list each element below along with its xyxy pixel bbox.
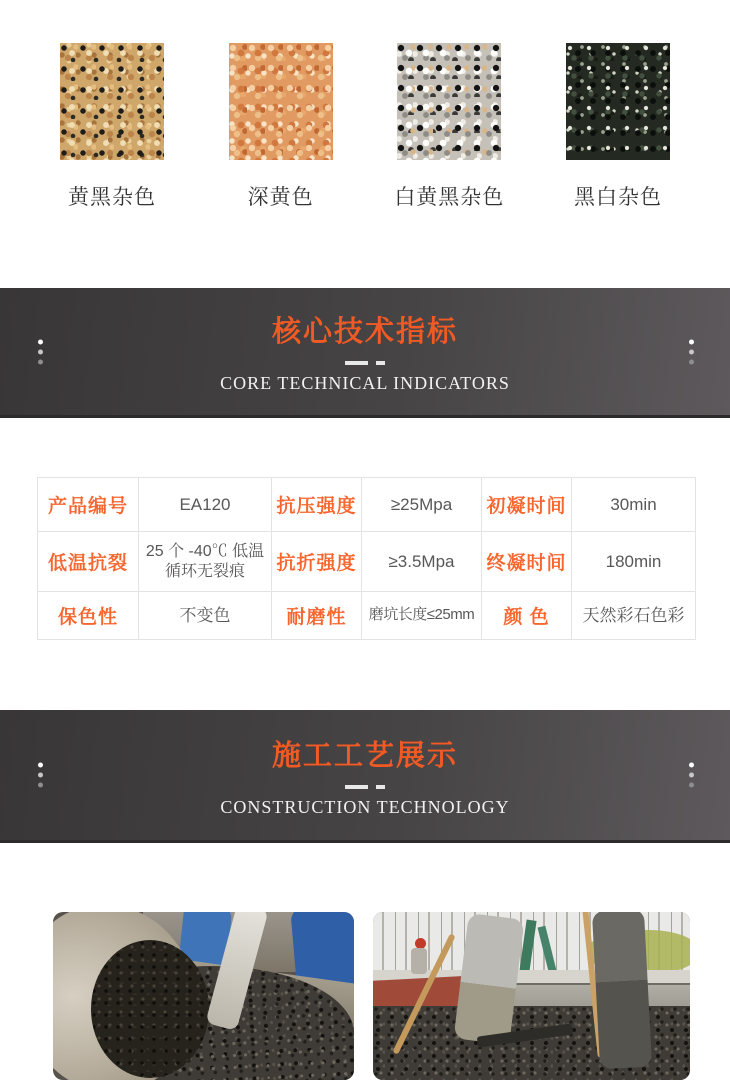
swatch-label: 深黄色 <box>247 186 314 209</box>
banner-content <box>0 288 730 415</box>
photo-worker-background <box>411 948 427 974</box>
swatch-image-black-white <box>566 43 670 160</box>
photo-worker-right <box>592 912 652 1069</box>
dot <box>38 773 43 778</box>
swatch-item-deep-yellow <box>225 43 337 211</box>
swatch-item-yellow-black <box>56 43 168 211</box>
spec-value-cell: 磨坑长度≤25mm <box>362 592 482 640</box>
section-header-core-indicators <box>0 288 730 418</box>
swatch-image-yellow-black <box>60 43 164 160</box>
dash-long <box>345 785 368 789</box>
section-subtitle: CORE TECHNICAL INDICATORS <box>220 373 510 393</box>
banner-content <box>0 710 730 840</box>
spec-value-cell: 30min <box>572 478 696 532</box>
dot <box>38 339 43 344</box>
dot <box>38 349 43 354</box>
spec-label-cell: 抗折强度 <box>272 532 362 592</box>
spec-label-cell: 终凝时间 <box>482 532 572 592</box>
technical-spec-table <box>37 477 696 640</box>
dash-short <box>376 361 385 365</box>
spec-value-cell: 25 个 -40℃ 低温循环无裂痕 <box>139 532 272 592</box>
section-header-construction-technology <box>0 710 730 843</box>
spec-value-cell: 不变色 <box>139 592 272 640</box>
construction-photo-pouring <box>53 912 354 1080</box>
swatch-label: 黄黑杂色 <box>68 186 156 209</box>
spec-label-cell: 抗压强度 <box>272 478 362 532</box>
dots-decoration-left <box>38 763 43 788</box>
section-title: 核心技术指标 <box>271 316 458 348</box>
color-swatch-row <box>0 43 730 211</box>
table-row <box>38 478 696 532</box>
dots-decoration-right <box>689 339 694 364</box>
section-title: 施工工艺展示 <box>271 739 458 772</box>
dash-divider <box>345 785 385 789</box>
photo-mixer-opening <box>91 940 209 1078</box>
spec-label-cell: 产品编号 <box>38 478 139 532</box>
spec-label-cell: 耐磨性 <box>272 592 362 640</box>
swatch-label: 白黄黑杂色 <box>394 186 505 209</box>
spec-value-cell: ≥3.5Mpa <box>362 532 482 592</box>
dot <box>38 783 43 788</box>
dash-long <box>345 361 368 365</box>
swatch-image-deep-yellow <box>229 43 333 160</box>
spec-value-cell: 天然彩石色彩 <box>572 592 696 640</box>
dot <box>689 763 694 768</box>
swatch-image-white-yellow-black <box>397 43 501 160</box>
dot <box>689 359 694 364</box>
spec-value-cell: ≥25Mpa <box>362 478 482 532</box>
table-row <box>38 592 696 640</box>
dot <box>38 359 43 364</box>
swatch-label: 黑白杂色 <box>573 186 662 209</box>
dot <box>689 783 694 788</box>
spec-label-cell: 颜 色 <box>482 592 572 640</box>
spec-label-cell: 初凝时间 <box>482 478 572 532</box>
dot <box>689 773 694 778</box>
dot <box>689 349 694 354</box>
section-subtitle: CONSTRUCTION TECHNOLOGY <box>220 796 510 817</box>
swatch-item-white-yellow-black <box>393 43 505 211</box>
dot <box>689 339 694 344</box>
dot <box>38 763 43 768</box>
spec-label-cell: 低温抗裂 <box>38 532 139 592</box>
dots-decoration-right <box>689 763 694 788</box>
construction-photo-row <box>53 912 690 1080</box>
dots-decoration-left <box>38 339 43 364</box>
spec-value-cell: 180min <box>572 532 696 592</box>
spec-label-cell: 保色性 <box>38 592 139 640</box>
dash-short <box>376 785 385 789</box>
dash-divider <box>345 361 385 365</box>
swatch-item-black-white <box>562 43 674 211</box>
construction-photo-spreading <box>373 912 690 1080</box>
spec-value-cell: EA120 <box>139 478 272 532</box>
table-row <box>38 532 696 592</box>
